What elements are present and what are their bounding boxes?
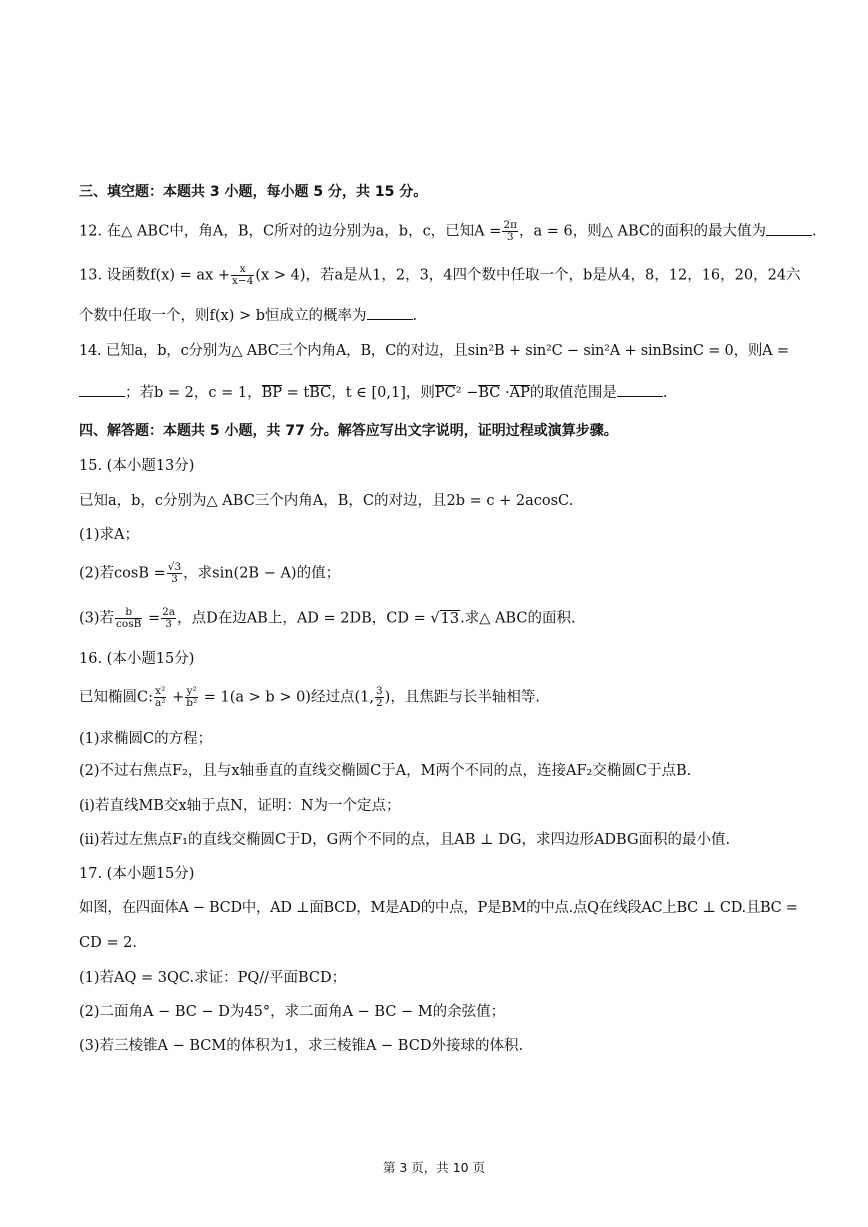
question-13 xyxy=(79,264,808,287)
vector-bc: BC xyxy=(309,385,332,401)
question-13-line2 xyxy=(79,305,808,327)
q15-stem: 已知a，b，c分别为△ ABC三个内角A，B，C的对边，且2b = c + 2acosC. xyxy=(79,493,574,509)
answer-blank xyxy=(367,305,413,320)
q12-text-c: . xyxy=(812,223,817,240)
q15-p2-fraction: $\frac{√3}{3}$ xyxy=(167,561,182,585)
q13-text-d: . xyxy=(412,308,418,324)
q15-part2: (2)若cosB = $\frac{√3}{3}$ ，求sin(2B − A)的值； xyxy=(79,561,341,585)
q13-text-c: 个数中任取一个，则f(x) > b恒成立的概率为 xyxy=(79,308,367,324)
question-14: 14. 已知a，b，c分别为△ ABC三个内角A，B，C的对边，且sin²B + sin²C − sin²A + sinBsinC = 0，则A = xyxy=(79,343,789,359)
q17-part1: (1)若AQ = 3QC.求证：PQ//平面BCD； xyxy=(79,970,347,986)
q16-fraction-point: $\frac{3}{2}$ xyxy=(375,685,383,709)
q16-fraction-x: $\frac{\text{x²}}{\text{a²}}$ xyxy=(154,685,166,709)
fill-section-title: 三、填空题：本题共 3 小题，每小题 5 分，共 15 分。 xyxy=(79,184,428,200)
q13-text-a: 13. 设函数f(x) = ax + xyxy=(79,267,230,284)
vector-bc: BC xyxy=(478,385,501,401)
q17-stem-line1: 如图，在四面体A − BCD中，AD ⊥面BCD，M是AD的中点，P是BM的中点.点Q在线段AC上BC ⊥ CD.且BC = xyxy=(79,900,798,916)
solve-section-title: 四、解答题：本题共 5 小题，共 77 分。解答应写出文字说明，证明过程或演算步骤。 xyxy=(79,423,618,439)
q13-fraction: $\frac{x}{x-4}$ xyxy=(231,263,254,287)
q13-text-b: (x > 4)，若a是从1，2，3，4四个数中任取一个，b是从4，8，12，16，20，24六 xyxy=(255,267,801,284)
page-footer: 第 3 页，共 10 页 xyxy=(382,1160,486,1175)
answer-blank xyxy=(766,221,812,236)
answer-blank xyxy=(617,382,663,397)
vector-bp: BP xyxy=(261,385,283,401)
sqrt-radicand: 13 xyxy=(440,610,460,627)
q12-text-b: ，a = 6，则△ ABC的面积的最大值为 xyxy=(519,223,767,240)
q17-part2: (2)二面角A − BC − D为45°，求二面角A − BC − M的余弦值； xyxy=(79,1004,506,1020)
q15-part3: (3)若 $\frac{b}{\cos B}$ = $\frac{2a}{3}$ ，点D在边AB上，AD = 2DB，CD = √13.求△ ABC的面积. xyxy=(79,606,576,630)
q16-title: 16. (本小题15分) xyxy=(79,651,195,667)
q15-p3-fraction-2: $\frac{2a}{3}$ xyxy=(162,606,176,630)
q16-part2-i: (i)若直线MB交x轴于点N，证明：N为一个定点； xyxy=(79,798,401,814)
q16-part2: (2)不过右焦点F₂，且与x轴垂直的直线交椭圆C于A，M两个不同的点，连接AF₂交椭圆C于点B. xyxy=(79,763,692,779)
q16-part2-ii: (ii)若过左焦点F₁的直线交椭圆C于D，G两个不同的点，且AB ⊥ DG，求四边形ADBG面积的最小值. xyxy=(79,832,731,848)
q15-part1: (1)求A； xyxy=(79,527,140,543)
q16-fraction-y: $\frac{\text{y²}}{\text{b²}}$ xyxy=(186,685,198,709)
answer-blank xyxy=(79,382,125,397)
q15-title: 15. (本小题13分) xyxy=(79,458,195,474)
q15-p3-fraction-1: $\frac{b}{\cos B}$ xyxy=(116,606,142,630)
q12-text-a: 12. 在△ ABC中，角A，B，C所对的边分别为a，b，c，已知A = xyxy=(79,223,502,240)
q16-part1: (1)求椭圆C的方程； xyxy=(79,731,213,747)
q17-title: 17. (本小题15分) xyxy=(79,866,195,882)
vector-pc: PC xyxy=(434,385,456,401)
question-12 xyxy=(79,219,817,243)
q16-stem: 已知椭圆C: $\frac{\text{x²}}{\text{a²}}$ + $\frac{\text{y²}}{\text{b²}}$ = 1(a > b > 0)经过点(1, $\frac{3}{2}$ )，且焦距与长半轴相等. xyxy=(79,685,540,709)
q12-fraction: $\frac{2\pi}{3}$ xyxy=(503,219,518,243)
q17-part3: (3)若三棱锥A − BCM的体积为1，求三棱锥A − BCD外接球的体积. xyxy=(79,1038,524,1054)
question-14-line2: ；若b = 2，c = 1，BP = tBC，t ∈ [0,1]，则PC² −BC ·AP的取值范围是 . xyxy=(79,382,808,404)
vector-ap: AP xyxy=(509,385,530,401)
q17-stem-line2: CD = 2. xyxy=(79,935,137,951)
